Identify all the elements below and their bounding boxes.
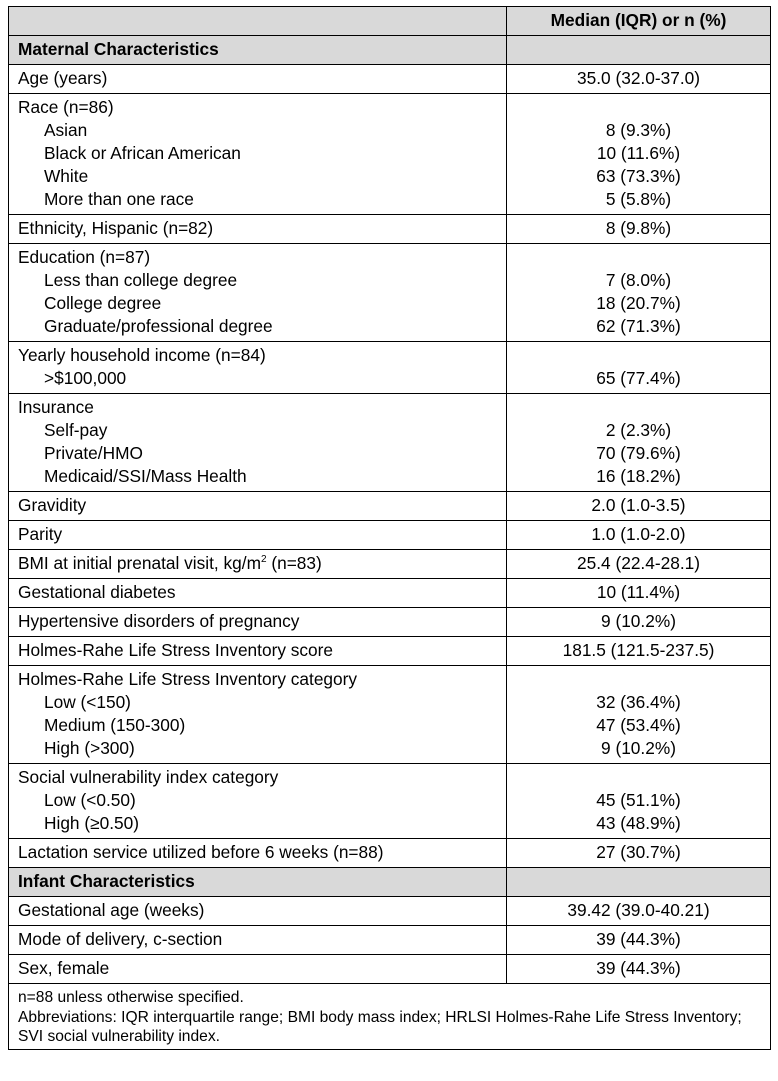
row-label-htn: Hypertensive disorders of pregnancy [9, 608, 507, 637]
insurance-item-value: 2 (2.3%) [605, 420, 672, 440]
education-item-label: Less than college degree [44, 270, 238, 290]
hrlsi-cat-item-value: 32 (36.4%) [596, 692, 681, 712]
svi-item-label: Low (<0.50) [44, 790, 136, 810]
education-item-value: 18 (20.7%) [596, 293, 681, 313]
header-col1 [9, 7, 507, 36]
row-label-lactation: Lactation service utilized before 6 weeks (n=88) [9, 839, 507, 868]
insurance-item-label: Medicaid/SSI/Mass Health [44, 466, 247, 486]
footnote-cell [9, 984, 771, 1050]
income-title: Yearly household income (n=84) [18, 345, 266, 365]
section-infant-empty [507, 868, 771, 897]
table-row [9, 394, 771, 492]
row-value-htn: 9 (10.2%) [507, 608, 771, 637]
svi-item-value: 45 (51.1%) [596, 790, 681, 810]
race-item-label: Black or African American [44, 143, 241, 163]
row-label-sex: Sex, female [9, 955, 507, 984]
education-item-label: Graduate/professional degree [44, 316, 273, 336]
race-item-value: 8 (9.3%) [605, 120, 672, 140]
table-row [9, 637, 771, 666]
table-row [9, 955, 771, 984]
row-label-age: Age (years) [9, 65, 507, 94]
svi-item-value: 43 (48.9%) [596, 813, 681, 833]
hrlsi-cat-title: Holmes-Rahe Life Stress Inventory category [18, 669, 358, 689]
row-value-delivery: 39 (44.3%) [507, 926, 771, 955]
row-label-parity: Parity [9, 521, 507, 550]
income-item-value: 65 (77.4%) [596, 368, 681, 388]
bmi-label-pre: BMI at initial prenatal visit, kg/m [18, 553, 261, 573]
insurance-item-label: Private/HMO [44, 443, 143, 463]
income-item-label: >$100,000 [44, 368, 127, 388]
row-value-ethnicity: 8 (9.8%) [507, 215, 771, 244]
characteristics-table [8, 6, 771, 1050]
footnote-line1: n=88 unless otherwise specified. [18, 989, 244, 1006]
race-item-value: 63 (73.3%) [596, 166, 681, 186]
section-maternal-empty [507, 36, 771, 65]
table-row [9, 94, 771, 215]
hrlsi-cat-item-label: Medium (150-300) [44, 715, 186, 735]
education-item-value: 7 (8.0%) [605, 270, 672, 290]
row-value-lactation: 27 (30.7%) [507, 839, 771, 868]
row-value-hrlsi-score: 181.5 (121.5-237.5) [507, 637, 771, 666]
row-label-education [9, 244, 507, 342]
race-item-label: Asian [44, 120, 88, 140]
race-item-label: White [44, 166, 89, 186]
section-infant-row [9, 868, 771, 897]
hrlsi-cat-item-label: Low (<150) [44, 692, 131, 712]
row-value-gravidity: 2.0 (1.0-3.5) [507, 492, 771, 521]
row-value-parity: 1.0 (1.0-2.0) [507, 521, 771, 550]
table-row [9, 764, 771, 839]
row-label-gdm: Gestational diabetes [9, 579, 507, 608]
section-maternal-title: Maternal Characteristics [9, 36, 507, 65]
bmi-label-sup: 2 [260, 554, 267, 566]
row-values-insurance [507, 394, 771, 492]
svi-title: Social vulnerability index category [18, 767, 279, 787]
insurance-item-label: Self-pay [44, 420, 108, 440]
row-label-svi [9, 764, 507, 839]
section-maternal-row [9, 36, 771, 65]
table-row [9, 215, 771, 244]
footnote-line2: Abbreviations: IQR interquartile range; BMI body mass index; HRLSI Holmes-Rahe Life Stress Inventory; SVI social vulnerability index. [18, 1008, 742, 1045]
insurance-title: Insurance [18, 397, 94, 417]
education-item-value: 62 (71.3%) [596, 316, 681, 336]
table-row [9, 897, 771, 926]
row-label-race [9, 94, 507, 215]
row-values-hrlsi-cat [507, 666, 771, 764]
table-row [9, 521, 771, 550]
race-title: Race (n=86) [18, 97, 114, 117]
table-header-row [9, 7, 771, 36]
row-label-insurance [9, 394, 507, 492]
row-values-svi [507, 764, 771, 839]
table-row [9, 550, 771, 579]
education-title: Education (n=87) [18, 247, 151, 267]
row-label-ethnicity: Ethnicity, Hispanic (n=82) [9, 215, 507, 244]
table-row [9, 492, 771, 521]
table-row [9, 579, 771, 608]
race-item-value: 5 (5.8%) [605, 189, 672, 209]
insurance-item-value: 16 (18.2%) [596, 466, 681, 486]
table-row [9, 926, 771, 955]
hrlsi-cat-item-value: 47 (53.4%) [596, 715, 681, 735]
row-value-ga: 39.42 (39.0-40.21) [507, 897, 771, 926]
hrlsi-cat-item-value: 9 (10.2%) [601, 738, 676, 758]
education-item-label: College degree [44, 293, 162, 313]
row-label-hrlsi-cat [9, 666, 507, 764]
race-item-value: 10 (11.6%) [596, 143, 681, 163]
svi-item-label: High (≥0.50) [44, 813, 139, 833]
section-infant-title: Infant Characteristics [9, 868, 507, 897]
insurance-item-value: 70 (79.6%) [596, 443, 681, 463]
table-row [9, 666, 771, 764]
row-label-delivery: Mode of delivery, c-section [9, 926, 507, 955]
table-row [9, 342, 771, 394]
characteristics-table-wrapper [8, 6, 770, 1050]
table-row [9, 608, 771, 637]
footnote-row [9, 984, 771, 1050]
row-value-sex: 39 (44.3%) [507, 955, 771, 984]
race-item-label: More than one race [44, 189, 194, 209]
table-row [9, 65, 771, 94]
row-values-education [507, 244, 771, 342]
header-col2: Median (IQR) or n (%) [507, 7, 771, 36]
row-values-race [507, 94, 771, 215]
row-label-gravidity: Gravidity [9, 492, 507, 521]
row-label-hrlsi-score: Holmes-Rahe Life Stress Inventory score [9, 637, 507, 666]
row-value-bmi: 25.4 (22.4-28.1) [507, 550, 771, 579]
row-value-age: 35.0 (32.0-37.0) [507, 65, 771, 94]
hrlsi-cat-item-label: High (>300) [44, 738, 135, 758]
row-values-income [507, 342, 771, 394]
row-label-ga: Gestational age (weeks) [9, 897, 507, 926]
bmi-label-post: (n=83) [266, 553, 322, 573]
row-label-bmi [9, 550, 507, 579]
table-row [9, 244, 771, 342]
row-label-income [9, 342, 507, 394]
table-row [9, 839, 771, 868]
row-value-gdm: 10 (11.4%) [507, 579, 771, 608]
